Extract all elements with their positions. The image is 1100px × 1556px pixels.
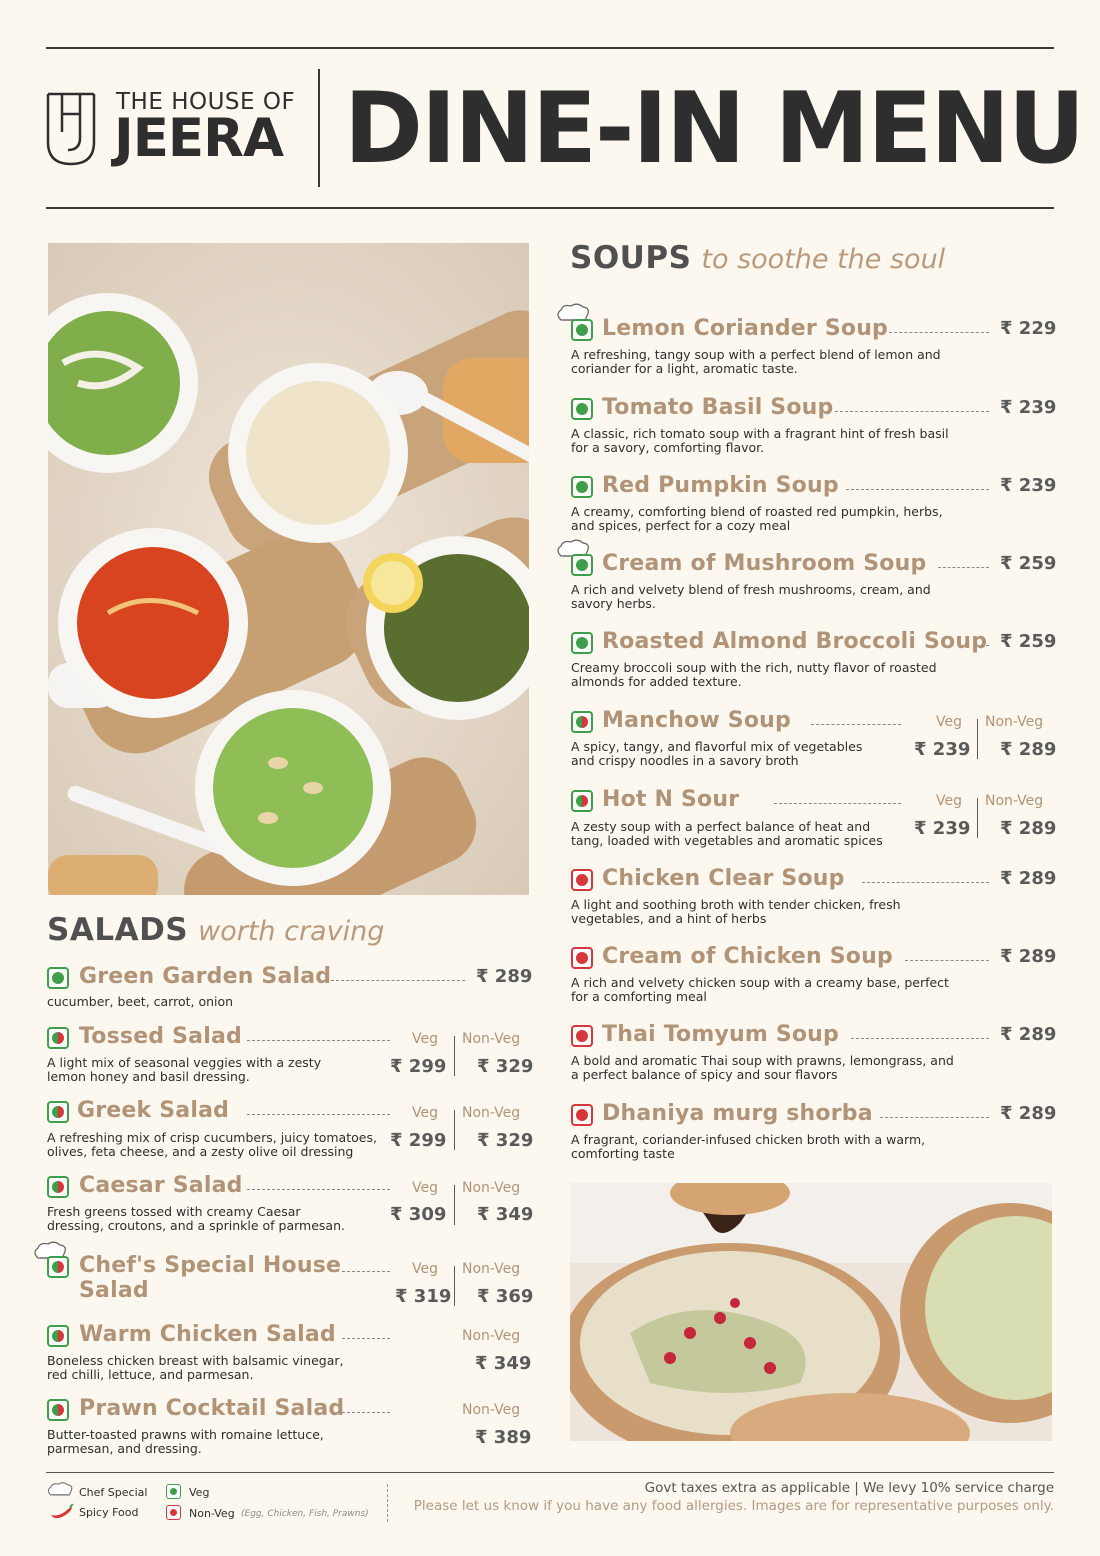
item-description: A refreshing, tangy soup with a perfect blend of lemon and coriander for a light, aromatic taste. [571, 347, 941, 376]
salads-heading [47, 912, 384, 948]
item-name: Caesar Salad [79, 1173, 243, 1198]
item-name: Roasted Almond Broccoli Soup [602, 629, 988, 654]
price-divider [977, 719, 978, 759]
soups-title: SOUPS [570, 240, 692, 276]
nonveg-label: Non-Veg [985, 714, 1044, 730]
veg-price: ₹ 239 [914, 739, 971, 760]
veg-nonveg-icon [571, 711, 593, 733]
nonveg-icon [571, 947, 593, 969]
item-name-line-1: Chef's Special House [79, 1253, 342, 1278]
veg-nonveg-icon [47, 1101, 69, 1123]
item-price: ₹ 239 [1000, 475, 1057, 496]
item-description: A light mix of seasonal veggies with a zesty lemon honey and basil dressing. [47, 1055, 322, 1084]
leader-dash [981, 645, 989, 646]
item-description: A classic, rich tomato soup with a fragrant hint of fresh basil for a savory, comforting flavor. [571, 426, 949, 455]
veg-label: Veg [936, 793, 962, 809]
item-description: Fresh greens tossed with creamy Caesar dressing, croutons, and a sprinkle of parmesan. [47, 1204, 345, 1233]
price-divider [454, 1185, 455, 1225]
nonveg-label: Non-Veg [462, 1180, 521, 1196]
salad-photo [570, 1183, 1052, 1441]
veg-icon [571, 554, 593, 576]
nonveg-price: ₹ 289 [1000, 818, 1057, 839]
header-divider [318, 69, 320, 187]
leader-dash [342, 1271, 390, 1272]
nonveg-label: Non-Veg [985, 793, 1044, 809]
item-name: Lemon Coriander Soup [602, 316, 889, 341]
veg-label: Veg [412, 1180, 438, 1196]
veg-icon [571, 476, 593, 498]
item-name: Red Pumpkin Soup [602, 473, 839, 498]
leader-dash [938, 567, 989, 568]
item-name: Tossed Salad [79, 1024, 242, 1049]
item-name: Chicken Clear Soup [602, 866, 845, 891]
item-name: Manchow Soup [602, 708, 791, 733]
item-description: A light and soothing broth with tender chicken, fresh vegetables, and a hint of herbs [571, 897, 901, 926]
item-name: Dhaniya murg shorba [602, 1101, 873, 1126]
veg-price: ₹ 309 [390, 1204, 447, 1225]
legend-veg-icon [166, 1484, 181, 1499]
veg-nonveg-icon [47, 1027, 69, 1049]
item-name: Cream of Chicken Soup [602, 944, 893, 969]
nonveg-price: ₹ 329 [477, 1056, 534, 1077]
item-name: Warm Chicken Salad [79, 1322, 336, 1347]
item-price: ₹ 289 [1000, 946, 1057, 967]
nonveg-label: Non-Veg [462, 1105, 521, 1121]
veg-nonveg-icon [47, 1399, 69, 1421]
item-name: Green Garden Salad [79, 964, 332, 989]
legend-nonveg: Non-Veg [189, 1507, 235, 1520]
soups-heading [570, 240, 945, 276]
nonveg-label: Non-Veg [462, 1402, 521, 1418]
item-description: A zesty soup with a perfect balance of heat and tang, loaded with vegetables and aromatic spices [571, 819, 883, 848]
salads-tagline: worth craving [198, 916, 385, 947]
item-price: ₹ 239 [1000, 397, 1057, 418]
item-description: A bold and aromatic Thai soup with prawns, lemongrass, and a perfect balance of spicy and sour flavors [571, 1053, 954, 1082]
nonveg-icon [571, 1104, 593, 1126]
leader-dash [774, 803, 901, 804]
page-title: DINE-IN MENU [344, 72, 1084, 186]
brand-line-2: JEERA [114, 108, 283, 169]
footer-rule [46, 1472, 1054, 1473]
legend-chef-special: Chef Special [79, 1486, 148, 1499]
item-description: A rich and velvety blend of fresh mushrooms, cream, and savory herbs. [571, 582, 931, 611]
chef-hat-icon [46, 1481, 74, 1498]
legend-spicy-food: Spicy Food [79, 1506, 139, 1519]
price-divider [454, 1036, 455, 1076]
veg-label: Veg [412, 1261, 438, 1277]
item-description: A creamy, comforting blend of roasted red pumpkin, herbs, and spices, perfect for a cozy meal [571, 504, 943, 533]
soups-photo [48, 243, 529, 895]
house-of-jeera-logo-icon [46, 92, 96, 166]
top-rule [46, 47, 1054, 49]
brand-line-1: THE HOUSE OF [116, 89, 296, 115]
item-description: cucumber, beet, carrot, onion [47, 994, 234, 1009]
item-description: Butter-toasted prawns with romaine lettuce, parmesan, and dressing. [47, 1427, 324, 1456]
item-name: Hot N Sour [602, 787, 740, 812]
item-name: Thai Tomyum Soup [602, 1022, 839, 1047]
price-divider [454, 1110, 455, 1150]
veg-price: ₹ 319 [395, 1286, 452, 1307]
tax-note: Govt taxes extra as applicable | We levy 10% service charge [644, 1480, 1054, 1496]
veg-label: Veg [412, 1031, 438, 1047]
leader-dash [247, 1189, 390, 1190]
leader-dash [811, 724, 901, 725]
leader-dash [247, 1114, 390, 1115]
nonveg-price: ₹ 349 [475, 1353, 532, 1374]
item-price: ₹ 289 [1000, 1103, 1057, 1124]
veg-icon [571, 398, 593, 420]
nonveg-price: ₹ 289 [1000, 739, 1057, 760]
veg-price: ₹ 239 [914, 818, 971, 839]
veg-label: Veg [936, 714, 962, 730]
nonveg-price: ₹ 369 [477, 1286, 534, 1307]
leader-dash [880, 1117, 989, 1118]
leader-dash [851, 1038, 989, 1039]
veg-price: ₹ 299 [390, 1130, 447, 1151]
item-price: ₹ 259 [1000, 553, 1057, 574]
item-price: ₹ 229 [1000, 318, 1057, 339]
nonveg-icon [571, 869, 593, 891]
leader-dash [862, 882, 989, 883]
nonveg-price: ₹ 329 [477, 1130, 534, 1151]
leader-dash [846, 489, 989, 490]
leader-dash [835, 411, 989, 412]
allergy-note: Please let us know if you have any food allergies. Images are for representative purposes only. [413, 1498, 1054, 1514]
leader-dash [905, 960, 989, 961]
footer-divider [387, 1484, 388, 1522]
salads-title: SALADS [47, 912, 189, 948]
veg-price: ₹ 299 [390, 1056, 447, 1077]
veg-icon [571, 632, 593, 654]
item-name: Cream of Mushroom Soup [602, 551, 927, 576]
item-description: A refreshing mix of crisp cucumbers, juicy tomatoes, olives, feta cheese, and a zesty olive oil dressing [47, 1130, 377, 1159]
veg-icon [571, 319, 593, 341]
nonveg-label: Non-Veg [462, 1328, 521, 1344]
chilli-icon [48, 1503, 74, 1519]
item-price: ₹ 289 [1000, 868, 1057, 889]
veg-nonveg-icon [47, 1325, 69, 1347]
item-description: A rich and velvety chicken soup with a creamy base, perfect for a comforting meal [571, 975, 949, 1004]
leader-dash [342, 1412, 390, 1413]
item-price: ₹ 289 [476, 966, 533, 987]
nonveg-icon [571, 1025, 593, 1047]
leader-dash [247, 1040, 390, 1041]
price-divider [454, 1266, 455, 1306]
item-price: ₹ 259 [1000, 631, 1057, 652]
item-description: A fragrant, coriander-infused chicken broth with a warm, comforting taste [571, 1132, 926, 1161]
header-bottom-rule [46, 207, 1054, 209]
nonveg-price: ₹ 389 [475, 1427, 532, 1448]
leader-dash [342, 1338, 390, 1339]
soups-tagline: to soothe the soul [701, 244, 946, 275]
nonveg-label: Non-Veg [462, 1031, 521, 1047]
price-divider [977, 798, 978, 838]
item-name: Prawn Cocktail Salad [79, 1396, 345, 1421]
item-description: Boneless chicken breast with balsamic vinegar, red chilli, lettuce, and parmesan. [47, 1353, 344, 1382]
item-description: Creamy broccoli soup with the rich, nutty flavor of roasted almonds for added texture. [571, 660, 937, 689]
nonveg-price: ₹ 349 [477, 1204, 534, 1225]
item-name: Greek Salad [77, 1098, 230, 1123]
legend-nonveg-note: (Egg, Chicken, Fish, Prawns) [241, 1509, 369, 1519]
item-name: Tomato Basil Soup [602, 395, 834, 420]
leader-dash [331, 980, 465, 981]
veg-icon [47, 967, 69, 989]
veg-nonveg-icon [571, 790, 593, 812]
nonveg-label: Non-Veg [462, 1261, 521, 1277]
veg-label: Veg [412, 1105, 438, 1121]
item-name-line-2: Salad [79, 1278, 149, 1303]
veg-nonveg-icon [47, 1256, 69, 1278]
legend-nonveg-icon [166, 1505, 181, 1520]
leader-dash [889, 332, 989, 333]
item-description: A spicy, tangy, and flavorful mix of vegetables and crispy noodles in a savory broth [571, 739, 863, 768]
item-price: ₹ 289 [1000, 1024, 1057, 1045]
veg-nonveg-icon [47, 1176, 69, 1198]
legend-veg: Veg [189, 1486, 210, 1499]
